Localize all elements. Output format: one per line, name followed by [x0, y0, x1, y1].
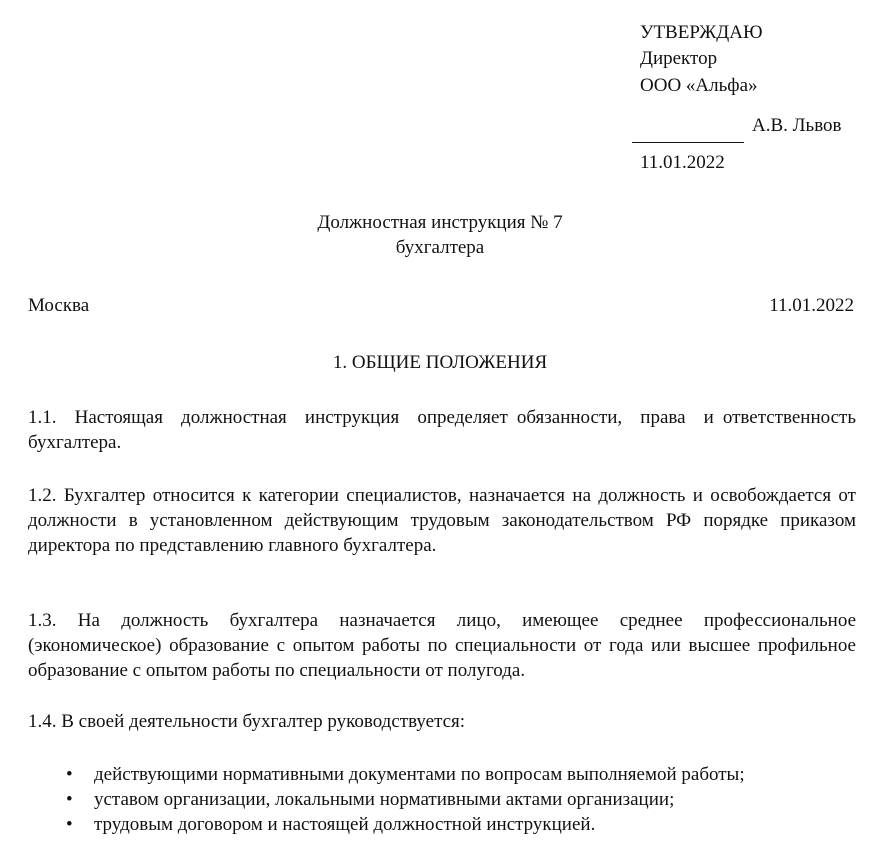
- paragraph-1-3: 1.3. На должность бухгалтера назначается лицо, имеющее среднее профессиональное (экономическое) образование с опытом работы по специальности от года или высшее профильное образование с опытом работы по специальности от полугода.: [28, 610, 856, 681]
- approval-date: 11.01.2022: [640, 152, 725, 173]
- list-item: [28, 762, 856, 787]
- bullet-icon: •: [66, 789, 73, 810]
- bullet-icon: •: [66, 814, 73, 835]
- paragraph-1-1: 1.1. Настоящая должностная инструкция определяет обязанности, права и ответственность бухгалтера.: [28, 407, 861, 453]
- paragraph-1-2: 1.2. Бухгалтер относится к категории специалистов, назначается на должность и освобождается от должности в установленном действующим трудовым законодательством РФ порядке приказом директора по представлению главного бухгалтера.: [28, 485, 856, 556]
- list-item-text: трудовым договором и настоящей должностной инструкцией.: [94, 814, 596, 835]
- approval-position: Директор: [640, 48, 718, 69]
- paragraph-1-4: 1.4. В своей деятельности бухгалтер руководствуется:: [28, 711, 466, 732]
- list-item-text: действующими нормативными документами по вопросам выполняемой работы;: [94, 764, 745, 785]
- list-item: [28, 812, 856, 837]
- approval-signatory: А.В. Львов: [752, 115, 842, 136]
- document-date: 11.01.2022: [769, 295, 854, 316]
- section-heading: 1. ОБЩИЕ ПОЛОЖЕНИЯ: [332, 352, 548, 373]
- bullet-list: [28, 762, 856, 837]
- list-item-text: уставом организации, локальными нормативными актами организации;: [94, 789, 675, 810]
- document-subtitle: бухгалтера: [395, 237, 485, 258]
- approval-company: ООО «Альфа»: [640, 75, 758, 96]
- approval-heading: УТВЕРЖДАЮ: [640, 22, 763, 43]
- signature-line: [632, 142, 744, 143]
- document-title: Должностная инструкция № 7: [317, 212, 563, 233]
- bullet-icon: •: [66, 764, 73, 785]
- document-place: Москва: [28, 295, 90, 316]
- list-item: [28, 787, 856, 812]
